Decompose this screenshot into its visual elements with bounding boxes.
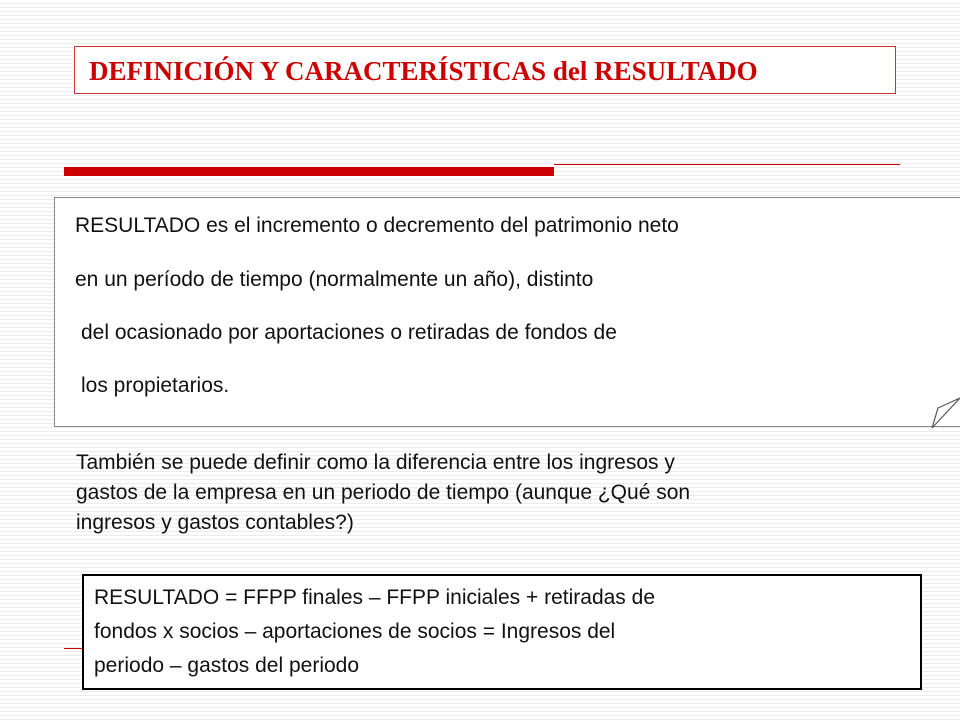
page-corner-fold-icon [928,394,960,430]
title-box [74,46,896,94]
formula-line-2: fondos x socios – aportaciones de socios = Ingresos del [94,620,616,643]
formula-box [82,574,922,690]
slide-title: DEFINICIÓN Y CARACTERÍSTICAS del RESULTADO [89,56,758,86]
alt-definition-paragraph [76,448,956,538]
alt-definition-line-3: ingresos y gastos contables?) [76,511,354,534]
definition-line-3: del ocasionado por aportaciones o retiradas de fondos de [81,321,617,344]
red-accent-bar [64,167,554,176]
formula-line-1: RESULTADO = FFPP finales – FFPP iniciales + retiradas de [94,586,656,609]
definition-line-4: los propietarios. [81,374,230,397]
definition-box [54,197,960,427]
definition-line-1: RESULTADO es el incremento o decremento del patrimonio neto [75,214,679,237]
alt-definition-line-1: También se puede definir como la diferencia entre los ingresos y [76,451,675,474]
alt-definition-line-2: gastos de la empresa en un periodo de tiempo (aunque ¿Qué son [76,481,691,504]
red-accent-line [554,164,900,165]
formula-line-3: periodo – gastos del periodo [94,654,360,677]
definition-line-2: en un período de tiempo (normalmente un año), distinto [75,268,594,291]
